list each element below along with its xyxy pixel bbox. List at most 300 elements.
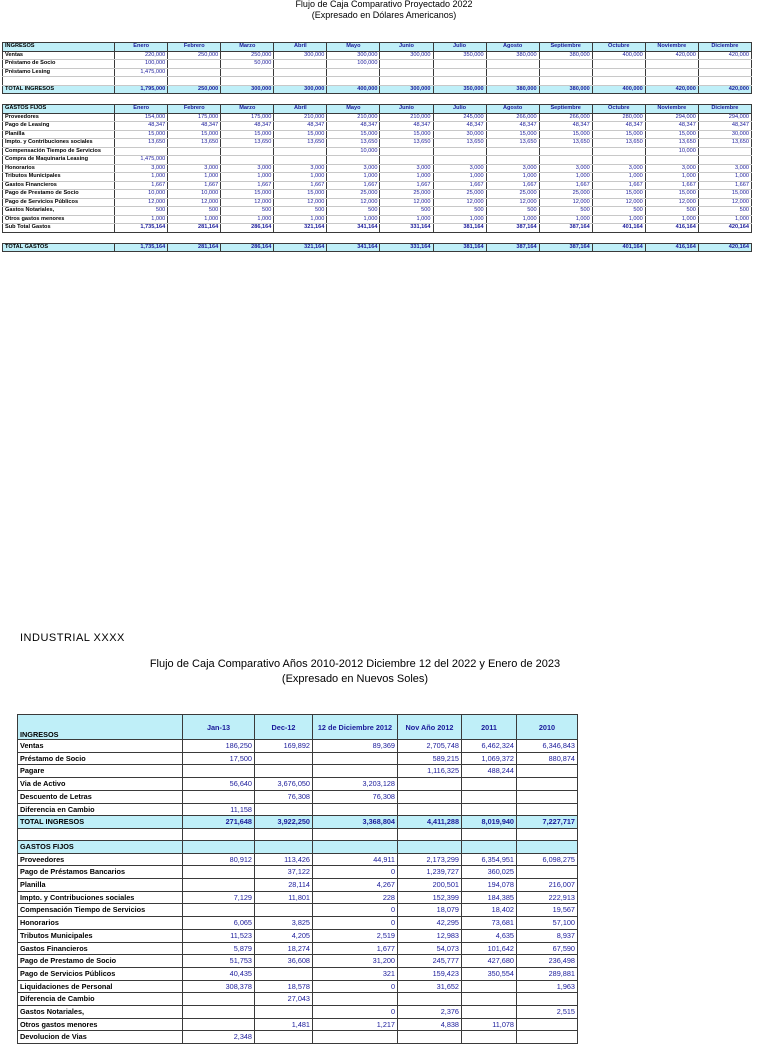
cell-value: 31,200 [313,955,398,968]
cell-value [462,778,517,791]
cell-value [183,879,255,892]
cell-value: 13,650 [539,139,592,148]
ingresos-row [18,790,578,803]
blank-cell [313,840,398,853]
cell-value: 350,000 [433,51,486,60]
ingresos-row [18,765,578,778]
cell-value [645,77,698,86]
cell-value: Septiembre [539,43,592,52]
cell-value: 50,000 [221,60,274,69]
row-label: TOTAL INGRESOS [3,85,115,94]
company-name: INDUSTRIAL XXXX [20,632,125,644]
cell-value: 308,378 [183,980,255,993]
row-label: GASTOS FIJOS [3,105,115,114]
cell-value [183,1018,255,1031]
row-label: Sub Total Gastos [3,224,115,233]
cell-value [274,68,327,77]
cell-value: 194,078 [462,879,517,892]
cell-value: 4,205 [255,929,313,942]
report-title-2022: Flujo de Caja Comparativo Proyectado 2022 [295,0,473,9]
cell-value: 10,000 [115,190,168,199]
cell-value: 152,399 [398,891,462,904]
cell-value: 294,000 [698,113,751,122]
cell-value [517,1031,578,1044]
cell-value [698,77,751,86]
cell-value: 15,000 [221,130,274,139]
cell-value: 48,347 [698,122,751,131]
cell-value: 1,667 [539,181,592,190]
cell-value: 12,000 [539,198,592,207]
gastos-row [3,181,752,190]
cell-value: 3,000 [274,164,327,173]
cell-value: 1,217 [313,1018,398,1031]
cell-value [398,778,462,791]
cell-value: 4,635 [462,929,517,942]
cell-value: 44,911 [313,853,398,866]
cell-value [115,147,168,156]
cell-value [183,790,255,803]
cell-value: 1,667 [592,181,645,190]
cell-value: 12,000 [592,198,645,207]
cell-value [398,790,462,803]
cell-value: 387,164 [539,224,592,233]
cell-value: 300,000 [380,51,433,60]
cell-value: 6,065 [183,917,255,930]
cell-value: 2010 [517,715,578,740]
gastos-row [18,929,578,942]
cell-value: 12 de Diciembre 2012 [313,715,398,740]
cell-value: 15,000 [115,130,168,139]
cell-value: 321 [313,967,398,980]
cell-value: 1,667 [327,181,380,190]
cell-value [462,980,517,993]
cell-value: Marzo [221,43,274,52]
cell-value: Diciembre [698,43,751,52]
ingresos-row [3,77,752,86]
cell-value: 3,368,804 [313,816,398,829]
cell-value: 67,590 [517,942,578,955]
cell-value [221,77,274,86]
cell-value: 200,501 [398,879,462,892]
cell-value: 1,000 [592,215,645,224]
row-label: Gastos Financieros [3,181,115,190]
cell-value: 15,000 [274,190,327,199]
cell-value [698,156,751,165]
cell-value: 13,650 [645,139,698,148]
cell-value: 15,000 [592,190,645,199]
cell-value: 1,069,372 [462,752,517,765]
cell-value: 1,000 [486,173,539,182]
cell-value: 380,000 [539,85,592,94]
cell-value: 80,912 [183,853,255,866]
cell-value: 500 [486,207,539,216]
row-label: Via de Activo [18,778,183,791]
cell-value: 271,648 [183,816,255,829]
cell-value: Mayo [327,43,380,52]
gastos-row [18,993,578,1006]
cell-value: 13,650 [274,139,327,148]
cell-value: 500 [433,207,486,216]
row-label: Tributos Municipales [18,929,183,942]
cell-value: 101,642 [462,942,517,955]
cell-value: 18,274 [255,942,313,955]
cell-value: 222,913 [517,891,578,904]
cell-value: 266,000 [539,113,592,122]
cell-value [592,77,645,86]
row-label: Compensación Tiempo de Servicios [18,904,183,917]
cell-value: 1,000 [645,173,698,182]
cell-value: 28,114 [255,879,313,892]
gastos-row [3,190,752,199]
cell-value: 48,347 [168,122,221,131]
cell-value: 350,000 [433,85,486,94]
gastos-row [18,917,578,930]
cell-value: 210,000 [380,113,433,122]
cell-value: 1,667 [168,181,221,190]
cell-value: 1,000 [380,215,433,224]
cell-value [462,803,517,816]
cell-value [255,765,313,778]
gastos-row [18,904,578,917]
cell-value [168,60,221,69]
cell-value: 331,164 [380,243,433,252]
cell-value: 13,650 [168,139,221,148]
report-subtitle-2022: (Expresado en Dólares Americanos) [311,10,457,20]
cell-value: 4,838 [398,1018,462,1031]
ingresos-row [3,68,752,77]
cell-value: Nov Año 2012 [398,715,462,740]
cell-value: 12,000 [168,198,221,207]
cell-value: 30,000 [698,130,751,139]
blank-cell [517,828,578,840]
cell-value [274,156,327,165]
cell-value: 184,385 [462,891,517,904]
gastos-row [18,1006,578,1019]
cell-value: Enero [115,43,168,52]
row-label: Honorarios [18,917,183,930]
cell-value: 3,000 [645,164,698,173]
cell-value: 10,000 [645,147,698,156]
ingresos-row [18,752,578,765]
cell-value: 13,650 [433,139,486,148]
cell-value: 54,073 [398,942,462,955]
cell-value: 13,650 [486,139,539,148]
cell-value: 1,667 [221,181,274,190]
cell-value: 186,250 [183,740,255,753]
cell-value: 1,735,164 [115,224,168,233]
cell-value: 3,000 [380,164,433,173]
spacer-cell [380,232,433,243]
cell-value [327,68,380,77]
cell-value: 420,000 [698,51,751,60]
spacer-cell [274,94,327,105]
cell-value: 10,000 [168,190,221,199]
gastos-row [18,942,578,955]
cell-value: 13,650 [698,139,751,148]
cell-value [486,147,539,156]
cell-value [380,77,433,86]
cell-value: 350,554 [462,967,517,980]
subtotal-gastos-row [3,224,752,233]
report-subtitle-comparative: (Expresado en Nuevos Soles) [281,673,429,685]
cell-value: 15,000 [698,190,751,199]
cell-value: Junio [380,43,433,52]
cell-value: 48,347 [486,122,539,131]
row-label: Diferencia de Cambio [18,993,183,1006]
cell-value [645,68,698,77]
cell-value: 12,000 [433,198,486,207]
row-label: Proveedores [3,113,115,122]
cell-value: 250,000 [168,51,221,60]
cell-value [115,77,168,86]
blank-cell [313,828,398,840]
cell-value: 294,000 [645,113,698,122]
cell-value: 331,164 [380,224,433,233]
cell-value: 500 [698,207,751,216]
cell-value: Junio [380,105,433,114]
cell-value: Dec-12 [255,715,313,740]
cell-value: 245,777 [398,955,462,968]
cell-value [698,60,751,69]
cell-value: 42,295 [398,917,462,930]
cell-value: 15,000 [539,130,592,139]
gastos-row [18,1031,578,1044]
row-label: Compensación Tiempo de Servicios [3,147,115,156]
cell-value: 210,000 [274,113,327,122]
cell-value [380,147,433,156]
cell-value: 341,164 [327,224,380,233]
cell-value: 400,000 [592,51,645,60]
cell-value: 12,000 [221,198,274,207]
cell-value: 1,000 [486,215,539,224]
cell-value: 1,667 [645,181,698,190]
cell-value: 27,043 [255,993,313,1006]
cell-value: 289,881 [517,967,578,980]
gastos-row [18,967,578,980]
cell-value: 1,000 [433,173,486,182]
cell-value: 210,000 [327,113,380,122]
cell-value: 15,000 [486,130,539,139]
cell-value: 12,000 [274,198,327,207]
cell-value: 1,000 [592,173,645,182]
cell-value: 57,100 [517,917,578,930]
cell-value [221,156,274,165]
cell-value [462,1006,517,1019]
cell-value: 420,000 [645,85,698,94]
ingresos-header-row [3,43,752,52]
row-label: Proveedores [18,853,183,866]
cell-value: 488,244 [462,765,517,778]
cell-value: 401,164 [592,243,645,252]
spacer-cell [645,94,698,105]
row-label: Tributos Municipales [3,173,115,182]
blank-cell [462,840,517,853]
cell-value [398,993,462,1006]
gastos-row [3,130,752,139]
cell-value: 48,347 [221,122,274,131]
spacer-cell [274,232,327,243]
ingresos-row [18,740,578,753]
cell-value [539,77,592,86]
gastos-row [3,113,752,122]
cell-value: 420,000 [698,85,751,94]
row-label: Pago de Servicios Públicos [18,967,183,980]
cell-value: Enero [115,105,168,114]
cell-value: 1,000 [539,173,592,182]
cell-value: 1,000 [380,173,433,182]
cell-value: 427,680 [462,955,517,968]
spacer-cell [168,94,221,105]
cell-value: 2011 [462,715,517,740]
gastos-row [3,215,752,224]
cell-value: 15,000 [592,130,645,139]
cell-value: 113,426 [255,853,313,866]
row-label: Gastos Notariales, [3,207,115,216]
cell-value: 56,640 [183,778,255,791]
blank-row [18,828,578,840]
cell-value: 6,098,275 [517,853,578,866]
cell-value: 15,000 [645,190,698,199]
cell-value: 169,892 [255,740,313,753]
cell-value [433,77,486,86]
cell-value: 1,239,727 [398,866,462,879]
cell-value: 500 [645,207,698,216]
cell-value: 76,308 [313,790,398,803]
blank-cell [183,840,255,853]
cell-value [539,60,592,69]
cell-value: 12,000 [486,198,539,207]
gastos-row [3,147,752,156]
cell-value [462,790,517,803]
cell-value: 48,347 [380,122,433,131]
cell-value [592,68,645,77]
cell-value: Jan-13 [183,715,255,740]
spacer-cell [327,94,380,105]
cell-value: 300,000 [221,85,274,94]
cell-value [255,752,313,765]
cell-value: 500 [327,207,380,216]
cell-value: 1,000 [698,173,751,182]
cell-value [183,904,255,917]
cell-value: 387,164 [486,243,539,252]
spacer-cell [221,94,274,105]
cell-value [517,790,578,803]
cell-value [517,993,578,1006]
cell-value: 19,567 [517,904,578,917]
cell-value: 175,000 [168,113,221,122]
cell-value: 245,000 [433,113,486,122]
cell-value [517,765,578,778]
cell-value: 321,164 [274,243,327,252]
gastos-row [3,207,752,216]
cell-value: 1,000 [221,215,274,224]
spacer-cell [645,232,698,243]
cell-value [274,147,327,156]
cell-value [274,60,327,69]
cell-value: Marzo [221,105,274,114]
cell-value: 8,019,940 [462,816,517,829]
cell-value: 1,735,164 [115,243,168,252]
row-label: GASTOS FIJOS [18,840,183,853]
cell-value: 380,000 [486,51,539,60]
cell-value: 15,000 [380,130,433,139]
cell-value: 1,667 [486,181,539,190]
cell-value: 11,523 [183,929,255,942]
gastos-row [3,173,752,182]
cell-value: 89,369 [313,740,398,753]
row-label: TOTAL GASTOS [3,243,115,252]
comparative-cashflow-table [17,714,578,1044]
cell-value: 15,000 [221,190,274,199]
cell-value: 12,983 [398,929,462,942]
cell-value: 400,000 [327,85,380,94]
cell-value: 12,000 [698,198,751,207]
blank-cell [462,828,517,840]
cell-value: 381,164 [433,224,486,233]
cell-value: 3,000 [327,164,380,173]
row-label: Honorarios [3,164,115,173]
cell-value: 48,347 [115,122,168,131]
cell-value: 286,164 [221,243,274,252]
gastos-row [18,1018,578,1031]
cell-value: 18,079 [398,904,462,917]
cell-value: Mayo [327,105,380,114]
cell-value: 6,346,843 [517,740,578,753]
cell-value: 100,000 [327,60,380,69]
spacer-cell [115,94,168,105]
gastos-row [3,122,752,131]
report-title-comparative: Flujo de Caja Comparativo Años 2010-2012 Diciembre 12 del 2022 y Enero de 2023 [149,658,561,670]
row-label: Pago de Préstamos Bancarios [18,866,183,879]
cell-value: 1,677 [313,942,398,955]
cell-value [221,68,274,77]
blank-cell [517,840,578,853]
gastos-row [3,139,752,148]
cell-value: 25,000 [486,190,539,199]
row-label: Descuento de Letras [18,790,183,803]
spacer-cell [380,94,433,105]
cell-value: 500 [274,207,327,216]
cell-value: 2,376 [398,1006,462,1019]
ingresos-row [3,60,752,69]
spacer-cell [592,232,645,243]
cell-value: 387,164 [486,224,539,233]
cell-value [313,752,398,765]
cell-value: 216,007 [517,879,578,892]
cell-value: Agosto [486,43,539,52]
cell-value [327,156,380,165]
cell-value: 18,402 [462,904,517,917]
cell-value: 380,000 [486,85,539,94]
cell-value [645,156,698,165]
cell-value: 154,000 [115,113,168,122]
cell-value [221,147,274,156]
cell-value [380,156,433,165]
row-label: Diferencia en Cambio [18,803,183,816]
cell-value: 3,000 [592,164,645,173]
cell-value: Agosto [486,105,539,114]
row-label: Ventas [3,51,115,60]
cell-value: 175,000 [221,113,274,122]
cell-value [168,156,221,165]
cell-value [517,866,578,879]
cell-value: 250,000 [168,85,221,94]
cell-value: 3,000 [221,164,274,173]
cell-value: 3,000 [433,164,486,173]
cell-value: 228 [313,891,398,904]
cell-value [539,68,592,77]
cell-value [327,77,380,86]
